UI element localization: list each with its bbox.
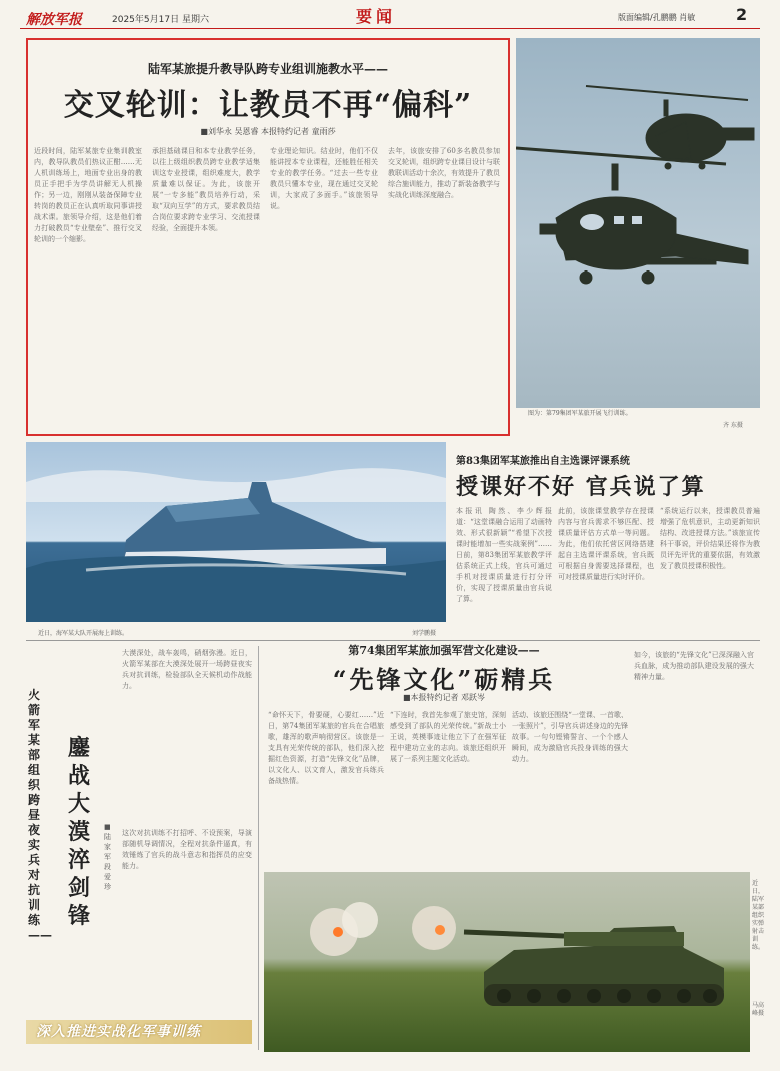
article2-column: “系统运行以来，授课教员普遍增强了危机意识，主动更新知识结构、改进授课方法。”该旅宣传科干事说，评价结果还将作为教员评先评优的重要依据，有效激发了教员授课积极性。 — [660, 507, 760, 570]
training-banner: 深入推进实战化军事训练 — [26, 1020, 252, 1044]
naval-boat-caption: 近日，海军某大队开展海上训练。 — [38, 630, 129, 637]
article3-kicker: 第74集团军某旅加强军营文化建设—— — [348, 644, 540, 657]
lead-article-column: 专业理论知识。结业时，他们不仅能讲授本专业课程，还能胜任相关专业的教学任务。“过去一些专业教员只懂本专业，现在通过交叉轮训，大家成了多面手。”该旅领导说。 — [270, 147, 378, 210]
helicopter-photo — [516, 38, 760, 408]
naval-boat-credit: 刘学鹏摄 — [412, 630, 437, 637]
naval-boat-photo — [26, 442, 446, 622]
section-title: 要闻 — [356, 7, 397, 26]
lead-article-headline: 交叉轮训：让教员不再“偏科” — [63, 88, 473, 123]
helicopter-photo-credit: 齐 东摄 — [723, 422, 743, 429]
article3-column: 如今，该旅的“先锋文化”已深深融入官兵血脉，成为推动部队建设发展的强大精神力量。 — [634, 651, 754, 681]
sidebar-column: 大漠深处，战车轰鸣，硝烟弥漫。近日，火箭军某部在大漠深处展开一场跨昼夜实兵对抗训练，检验部队全天候机动作战能力。 — [122, 649, 252, 690]
article2-column: 此前，该旅课堂教学存在授课内容与官兵需求不够匹配、授课质量评估方式单一等问题。为此，他们依托营区网络搭建起自主选课评课系统，官兵既可根据自身需要选择课程，也可对授课质量进行实时评价。 — [558, 507, 654, 581]
armored-vehicle-credit: 马高峰摄 — [752, 1002, 765, 1017]
article3-column: 活动、该旅还围绕“一堂课、一首歌、一张照片”，引导官兵讲述身边的先锋故事。一句句铿锵誓言、一个个感人瞬间，成为激励官兵投身训练的强大动力。 — [512, 711, 628, 763]
sidebar-divider — [258, 646, 259, 1050]
header-rule — [20, 28, 760, 29]
article2-column: 本报讯 陶然、李少辉报道：“这堂课融合运用了动画特效、形式很新颖”“希望下次授课时能增加一些实战案例”……日前，第83集团军某旅教学评估系统正式上线，官兵可通过手机对授课质量进行打分评价，实现了授课质量由官兵说了算。 — [456, 507, 552, 603]
mid-rule — [26, 640, 760, 641]
helicopter-illustration — [516, 38, 760, 408]
article2-kicker: 第83集团军某旅推出自主选课评课系统 — [456, 456, 630, 467]
sidebar-byline: ■陆家军 段爱珍 — [104, 823, 111, 891]
lead-article-column: 去年，该旅安排了60多名教员参加交叉轮训，组织跨专业课目设计与联教联训活动十余次，有效提升了教员综合施训能力，推动了新装备教学与实战化训练深度融合。 — [388, 147, 500, 199]
armored-vehicle-illustration — [264, 872, 750, 1052]
issue-date: 2025年5月17日 星期六 — [112, 15, 209, 25]
lead-article-column: 承担基础课目和本专业教学任务，以往上级组织教员跨专业教学适集训这专业授课，组织难度大，教学质量难以保证。为此，该旅开展“一专多能”教员培养行动，采取“双向互学”的方式，要求教员结合岗位要求跨专业学习、交流授课经验，全面提升本领。 — [152, 147, 260, 232]
sidebar-column: 这次对抗训练不打招呼、不设预案，导演部随机导调情况，全程对抗条件逼真，有效锤炼了官兵的战斗意志和指挥员的应变能力。 — [122, 829, 252, 870]
helicopter-photo-caption: 图为：第79集团军某旅开展飞行训练。 — [528, 410, 632, 417]
masthead-logo: 解放军报 — [26, 12, 82, 28]
lead-article-kicker: 陆军某旅提升教导队跨专业组训施教水平—— — [147, 62, 388, 76]
page-number: 2 — [736, 5, 748, 24]
article2-headline: 授课好不好 官兵说了算 — [456, 474, 706, 500]
naval-boat-illustration — [26, 442, 446, 622]
article3-headline: “先锋文化”砺精兵 — [332, 665, 556, 694]
page-editors: 版面编辑/孔鹏鹏 肖敏 — [618, 13, 696, 22]
lead-article-column: 近段时间，陆军某旅专业集训教室内，教导队教员们热议正酣……无人机训练场上，地面专业出身的教员正手把手为学员讲解无人机操作；另一边，刚刚从装备保障专业转岗的教员正在认真听取同事讲授战术课。旅领导介绍，这是他们着力打破教员“专业壁垒”、推行交叉轮训的一个缩影。 — [34, 147, 142, 243]
armored-vehicle-photo — [264, 872, 750, 1052]
armored-vehicle-caption: 近日，陆军某部组织实弹射击训练。 — [752, 880, 765, 951]
article3-column: “命怀天下，骨要硬，心要红……”近日，第74集团军某旅的官兵在合唱旅歌，雄浑的歌声响彻营区。该旅是一支具有光荣传统的部队，他们深入挖掘红色资源，打造“先锋文化”品牌，以文化人、以文育人，激发官兵练兵备战热情。 — [268, 711, 384, 785]
lead-article-byline: ■刘华永 吴恩睿 本报特约记者 童雨莎 — [200, 127, 336, 136]
article3-byline: ■本报特约记者 邓跃岑 — [402, 693, 486, 702]
article3-column: “下连时，我首先参观了旅史馆，深刻感受到了部队的光荣传统。”新战士小王说，英模事迹让他立下了在强军征程中建功立业的志向。该旅还组织开展了一系列主题文化活动。 — [390, 711, 506, 763]
sidebar-headline: 鏖战大漠淬剑锋 — [68, 735, 91, 929]
sidebar-kicker: 火箭军某部组织跨昼夜实兵对抗训练—— — [28, 688, 52, 942]
